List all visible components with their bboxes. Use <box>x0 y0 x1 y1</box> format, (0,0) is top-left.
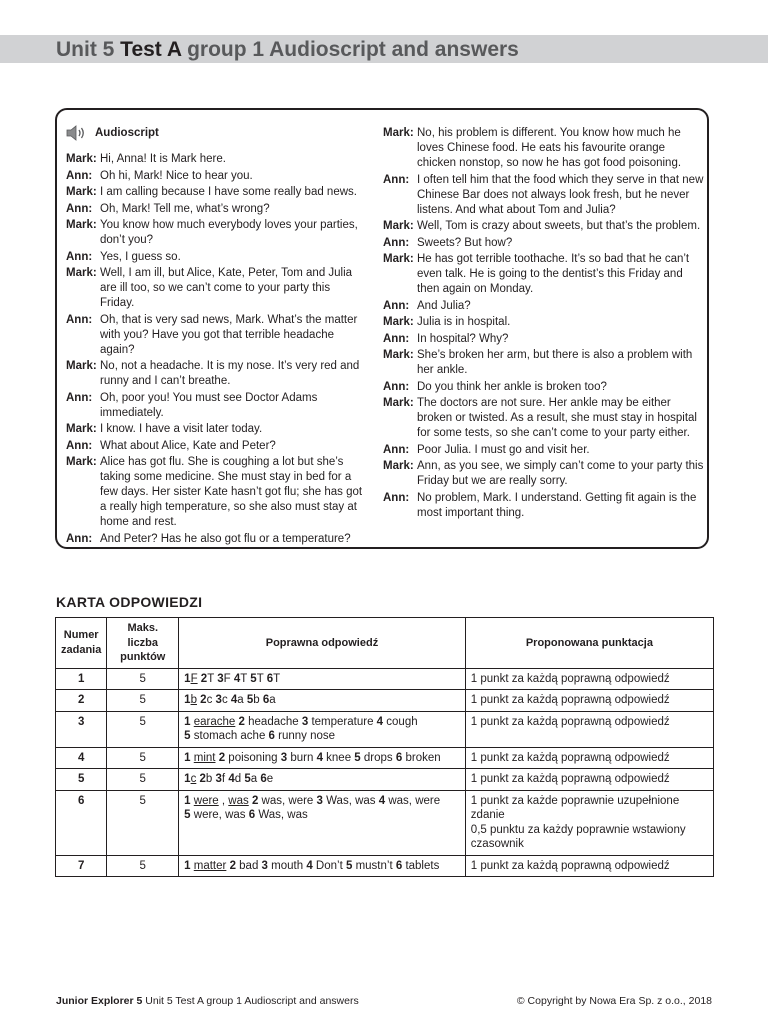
answer-text: e <box>266 773 274 785</box>
dialogue-line <box>383 252 705 297</box>
dialogue-text: I know. I have a visit later today. <box>100 423 263 435</box>
dialogue-text: You know how much everybody loves your parties, don’t you? <box>100 219 358 246</box>
correct-answer <box>179 769 466 791</box>
answer-number: 3 <box>215 694 222 706</box>
dialogue-text: Sweets? But how? <box>417 236 513 249</box>
table-row <box>56 711 714 747</box>
task-number: 4 <box>56 747 107 769</box>
speaker-label: Mark: <box>66 423 97 435</box>
answer-text: burn <box>287 751 317 764</box>
max-points: 5 <box>107 790 179 855</box>
answer-number: 5 <box>345 859 353 872</box>
answer-text: headache <box>244 715 302 728</box>
speaker-label: Mark: <box>383 397 414 409</box>
answer-number: 4 <box>230 694 238 706</box>
answer-number: 1 <box>184 859 191 872</box>
speaker-label: Ann: <box>383 380 410 393</box>
dialogue-text: Well, Tom is crazy about sweets, but that’s the problem. <box>417 220 701 232</box>
answer-number: 3 <box>316 794 323 807</box>
dialogue-line <box>383 299 705 314</box>
dialogue-line <box>383 236 705 251</box>
task-number: 6 <box>56 790 107 855</box>
answer-number: 4 <box>228 773 235 785</box>
dialogue-text: Hi, Anna! It is Mark here. <box>100 153 226 165</box>
dialogue-line <box>66 359 366 389</box>
scoring: 1 punkt za każdą poprawną odpowiedź <box>465 747 713 769</box>
answer-key-title: KARTA ODPOWIEDZI <box>56 594 203 610</box>
header-scoring: Proponowana punktacja <box>465 618 713 669</box>
answer-underlined: were <box>193 794 219 807</box>
max-points: 5 <box>107 855 179 877</box>
correct-answer <box>179 711 466 747</box>
answer-number: 4 <box>316 751 323 764</box>
table-header-row <box>56 618 714 669</box>
answer-underlined: was <box>228 794 249 807</box>
answer-text: temperature <box>308 715 377 728</box>
task-number: 1 <box>56 668 107 690</box>
answer-number: 3 <box>261 859 268 872</box>
speaker-label: Mark: <box>383 316 414 328</box>
dialogue-left <box>66 152 366 547</box>
dialogue-text: No problem, Mark. I understand. Getting fit again is the most important thing. <box>417 491 697 519</box>
scoring <box>465 790 713 855</box>
speaker-label: Ann: <box>383 299 410 312</box>
answer-text: Was, was <box>322 794 379 807</box>
answer-number: 4 <box>378 794 386 807</box>
speaker-label: Mark: <box>383 127 414 139</box>
answer-number: 5 <box>184 809 191 821</box>
max-points: 5 <box>107 769 179 791</box>
dialogue-line <box>66 169 366 184</box>
table-row <box>56 747 714 769</box>
speaker-label: Ann: <box>66 391 93 404</box>
answer-key-table <box>55 617 714 877</box>
dialogue-line <box>66 152 366 167</box>
dialogue-line <box>383 173 705 218</box>
answer-number: 3 <box>301 715 309 728</box>
audioscript-header <box>66 123 366 143</box>
dialogue-text: She’s broken her arm, but there is also a problem with her ankle. <box>417 349 693 376</box>
footer-left <box>56 995 359 1007</box>
dialogue-line <box>66 439 366 454</box>
answer-text: T <box>240 672 251 685</box>
dialogue-text: Oh, poor you! You must see Doctor Adams immediately. <box>100 391 318 419</box>
answer-text: cough <box>383 715 418 728</box>
dialogue-text: No, his problem is different. You know how much he loves Chinese food. He eats his favourite orange chicken nonstop, so now he has got food poisoning. <box>417 127 682 169</box>
speaker-label: Ann: <box>383 173 410 186</box>
answer-number: 6 <box>395 859 403 872</box>
footer-copyright: © Copyright by Nowa Era Sp. z o.o., 2018 <box>516 995 712 1007</box>
table-row <box>56 855 714 877</box>
dialogue-line <box>383 315 705 330</box>
dialogue-text: I often tell him that the food which they serve in that new Chinese Bar does not always look fresh, but he never listens. And what about Tom and Julia? <box>417 173 704 216</box>
answer-text: mouth <box>267 859 307 872</box>
answer-text: broken <box>402 751 441 764</box>
speaker-label: Ann: <box>66 169 93 182</box>
answer-text: Don’t <box>312 859 346 872</box>
dialogue-line <box>66 218 366 248</box>
answer-text: was, were <box>385 794 441 807</box>
answer-text: a <box>250 773 261 785</box>
answer-number: 2 <box>251 794 259 807</box>
audioscript-left-column <box>66 123 366 548</box>
speaker-label: Ann: <box>66 532 93 545</box>
answer-text: drops <box>360 751 396 764</box>
answer-text: a <box>237 694 247 706</box>
answer-text: knee <box>322 751 355 764</box>
dialogue-line <box>66 202 366 217</box>
answer-number: 2 <box>238 715 245 728</box>
answer-text: were, was <box>190 809 249 821</box>
answer-number: 2 <box>229 859 236 872</box>
speaker-label: Mark: <box>66 267 97 279</box>
answer-number: 5 <box>250 672 257 685</box>
dialogue-text: Alice has got flu. She is coughing a lot but she’s taking some medicine. She must stay in bed for a few days. Her sister Kate hasn’t got flu; she has got a really high temperature, so she also must stay at home and rest. <box>100 456 363 528</box>
header-correct-answer: Poprawna odpowiedź <box>179 618 466 669</box>
answer-text: mustn’t <box>352 859 396 872</box>
answer-number: 3 <box>215 773 222 785</box>
answer-number: 6 <box>395 751 403 764</box>
speaker-label: Mark: <box>383 460 414 472</box>
task-number: 7 <box>56 855 107 877</box>
dialogue-text: Ann, as you see, we simply can’t come to your party this Friday but we are really sorry. <box>417 460 704 487</box>
answer-number: 2 <box>200 672 208 685</box>
answer-text: a <box>269 694 276 706</box>
scoring: 1 punkt za każdą poprawną odpowiedź <box>465 668 713 690</box>
answer-text: b <box>253 694 263 706</box>
answer-text: T <box>207 672 218 685</box>
answer-underlined: matter <box>193 859 227 872</box>
answer-number: 1 <box>184 715 191 728</box>
dialogue-text: Oh, that is very sad news, Mark. What’s the matter with you? Have you got that terrible headache again? <box>100 313 358 356</box>
correct-answer <box>179 855 466 877</box>
answer-number: 1 <box>184 751 191 764</box>
answer-number: 4 <box>233 672 241 685</box>
max-points: 5 <box>107 668 179 690</box>
dialogue-line <box>383 126 705 171</box>
task-number: 3 <box>56 711 107 747</box>
dialogue-line <box>383 332 705 347</box>
answer-number: 2 <box>200 694 207 706</box>
scoring: 1 punkt za każdą poprawną odpowiedź <box>465 769 713 791</box>
speaker-label: Ann: <box>383 236 410 249</box>
title-unit: Unit 5 <box>56 38 121 61</box>
correct-answer <box>179 790 466 855</box>
answer-text: , <box>218 794 229 807</box>
dialogue-line <box>383 491 705 521</box>
answer-number: 1 <box>184 694 191 706</box>
speaker-label: Ann: <box>66 313 93 326</box>
title-test: Test A <box>120 38 182 61</box>
speaker-label: Mark: <box>66 360 97 372</box>
header-max-points: Maks. liczba punktów <box>107 618 179 669</box>
dialogue-text: Well, I am ill, but Alice, Kate, Peter, Tom and Julia are ill too, so we can’t come to your party this Friday. <box>100 267 353 309</box>
answer-underlined: F <box>190 672 198 685</box>
speaker-label: Ann: <box>383 443 410 456</box>
answer-number: 4 <box>376 715 384 728</box>
answer-text: was, were <box>258 794 317 807</box>
dialogue-line <box>66 266 366 311</box>
correct-answer <box>179 668 466 690</box>
dialogue-text: Yes, I guess so. <box>100 250 181 263</box>
page-title <box>56 35 519 65</box>
dialogue-line <box>66 532 366 547</box>
answer-number: 6 <box>262 694 270 706</box>
dialogue-text: Do you think her ankle is broken too? <box>417 380 607 393</box>
max-points: 5 <box>107 747 179 769</box>
speaker-icon <box>66 124 88 142</box>
answer-underlined: mint <box>193 751 216 764</box>
answer-number: 5 <box>184 730 191 742</box>
answer-number: 6 <box>266 672 274 685</box>
answer-number: 3 <box>280 751 288 764</box>
correct-answer <box>179 747 466 769</box>
speaker-label: Ann: <box>66 250 93 263</box>
answer-text: c <box>221 694 231 706</box>
answer-number: 2 <box>199 773 206 785</box>
dialogue-line <box>383 459 705 489</box>
max-points: 5 <box>107 711 179 747</box>
answer-number: 1 <box>184 794 191 807</box>
speaker-label: Mark: <box>66 219 97 231</box>
answer-text: T <box>273 672 281 685</box>
title-rest: group 1 Audioscript and answers <box>181 38 519 61</box>
speaker-label: Ann: <box>383 332 410 345</box>
dialogue-text: And Julia? <box>417 299 471 312</box>
title-bar <box>0 35 768 63</box>
dialogue-line <box>383 380 705 395</box>
speaker-label: Ann: <box>383 491 410 504</box>
max-points: 5 <box>107 690 179 712</box>
dialogue-text: No, not a headache. It is my nose. It’s very red and runny and I can’t breathe. <box>100 360 360 387</box>
table-row <box>56 690 714 712</box>
answer-number: 6 <box>260 773 267 785</box>
scoring: 1 punkt za każdą poprawną odpowiedź <box>465 711 713 747</box>
speaker-label: Ann: <box>66 202 93 215</box>
speaker-label: Mark: <box>66 456 97 468</box>
footer-brand: Junior Explorer 5 <box>56 995 143 1007</box>
dialogue-line <box>383 396 705 441</box>
dialogue-line <box>383 219 705 234</box>
scoring-line: 1 punkt za każde poprawnie uzupełnione zdanie <box>470 794 680 821</box>
answer-number: 5 <box>244 773 251 785</box>
answer-number: 1 <box>184 672 191 685</box>
task-number: 5 <box>56 769 107 791</box>
speaker-label: Mark: <box>383 253 414 265</box>
answer-text: f <box>221 773 229 785</box>
correct-answer <box>179 690 466 712</box>
answer-number: 2 <box>218 751 226 764</box>
footer-text: Unit 5 Test A group 1 Audioscript and answers <box>142 995 359 1007</box>
dialogue-line <box>383 443 705 458</box>
dialogue-line <box>383 348 705 378</box>
audioscript-right-column <box>383 126 705 522</box>
table-row <box>56 790 714 855</box>
table-row <box>56 769 714 791</box>
scoring: 1 punkt za każdą poprawną odpowiedź <box>465 690 713 712</box>
answer-text: F <box>223 672 234 685</box>
dialogue-text: Poor Julia. I must go and visit her. <box>417 443 590 456</box>
answer-text: tablets <box>402 859 440 872</box>
dialogue-line <box>66 391 366 421</box>
dialogue-text: What about Alice, Kate and Peter? <box>100 439 276 452</box>
speaker-label: Mark: <box>66 186 97 198</box>
task-number: 2 <box>56 690 107 712</box>
dialogue-line <box>66 185 366 200</box>
dialogue-text: And Peter? Has he also got flu or a temperature? <box>100 532 351 545</box>
answer-number: 5 <box>246 694 254 706</box>
answer-number: 6 <box>248 809 256 821</box>
speaker-label: Mark: <box>66 153 97 165</box>
dialogue-line <box>66 313 366 358</box>
dialogue-text: The doctors are not sure. Her ankle may be either broken or twisted. As a result, she must stay in hospital for some tests, so she can’t come to your party either. <box>417 397 697 439</box>
answer-text: stomach ache <box>190 730 269 742</box>
dialogue-text: I am calling because I have some really bad news. <box>100 186 357 198</box>
answer-text: Was, was <box>255 809 308 821</box>
dialogue-text: Oh hi, Mark! Nice to hear you. <box>100 169 253 182</box>
dialogue-line <box>66 455 366 530</box>
table-row <box>56 668 714 690</box>
answer-underlined: c <box>190 773 197 785</box>
dialogue-text: Oh, Mark! Tell me, what’s wrong? <box>100 202 270 215</box>
audioscript-title: Audioscript <box>95 126 159 139</box>
dialogue-text: In hospital? Why? <box>417 332 509 345</box>
answer-number: 6 <box>268 730 275 742</box>
answer-text: T <box>256 672 267 685</box>
answer-number: 5 <box>354 751 361 764</box>
answer-number: 3 <box>217 672 224 685</box>
speaker-label: Ann: <box>66 439 93 452</box>
dialogue-line <box>66 422 366 437</box>
answer-text: b <box>205 773 216 785</box>
answer-number: 1 <box>184 773 191 785</box>
answer-number: 4 <box>306 859 313 872</box>
dialogue-text: Julia is in hospital. <box>417 316 511 328</box>
header-task-number: Numer zadania <box>56 618 107 669</box>
speaker-label: Mark: <box>383 220 414 232</box>
answer-text: d <box>234 773 245 785</box>
answer-text: runny nose <box>274 730 336 742</box>
answer-underlined: earache <box>193 715 236 728</box>
answer-text: bad <box>235 859 262 872</box>
dialogue-line <box>66 250 366 265</box>
answer-underlined: b <box>190 694 197 706</box>
scoring: 1 punkt za każdą poprawną odpowiedź <box>465 855 713 877</box>
scoring-line: 0,5 punktu za każdy poprawnie wstawiony czasownik <box>470 823 686 850</box>
speaker-label: Mark: <box>383 349 414 361</box>
dialogue-text: He has got terrible toothache. It’s so bad that he can’t even talk. He is going to the dentist’s this Friday and then again on Monday. <box>417 253 690 295</box>
dialogue-right <box>383 126 705 521</box>
answer-text: poisoning <box>225 751 281 764</box>
answer-text: c <box>206 694 216 706</box>
